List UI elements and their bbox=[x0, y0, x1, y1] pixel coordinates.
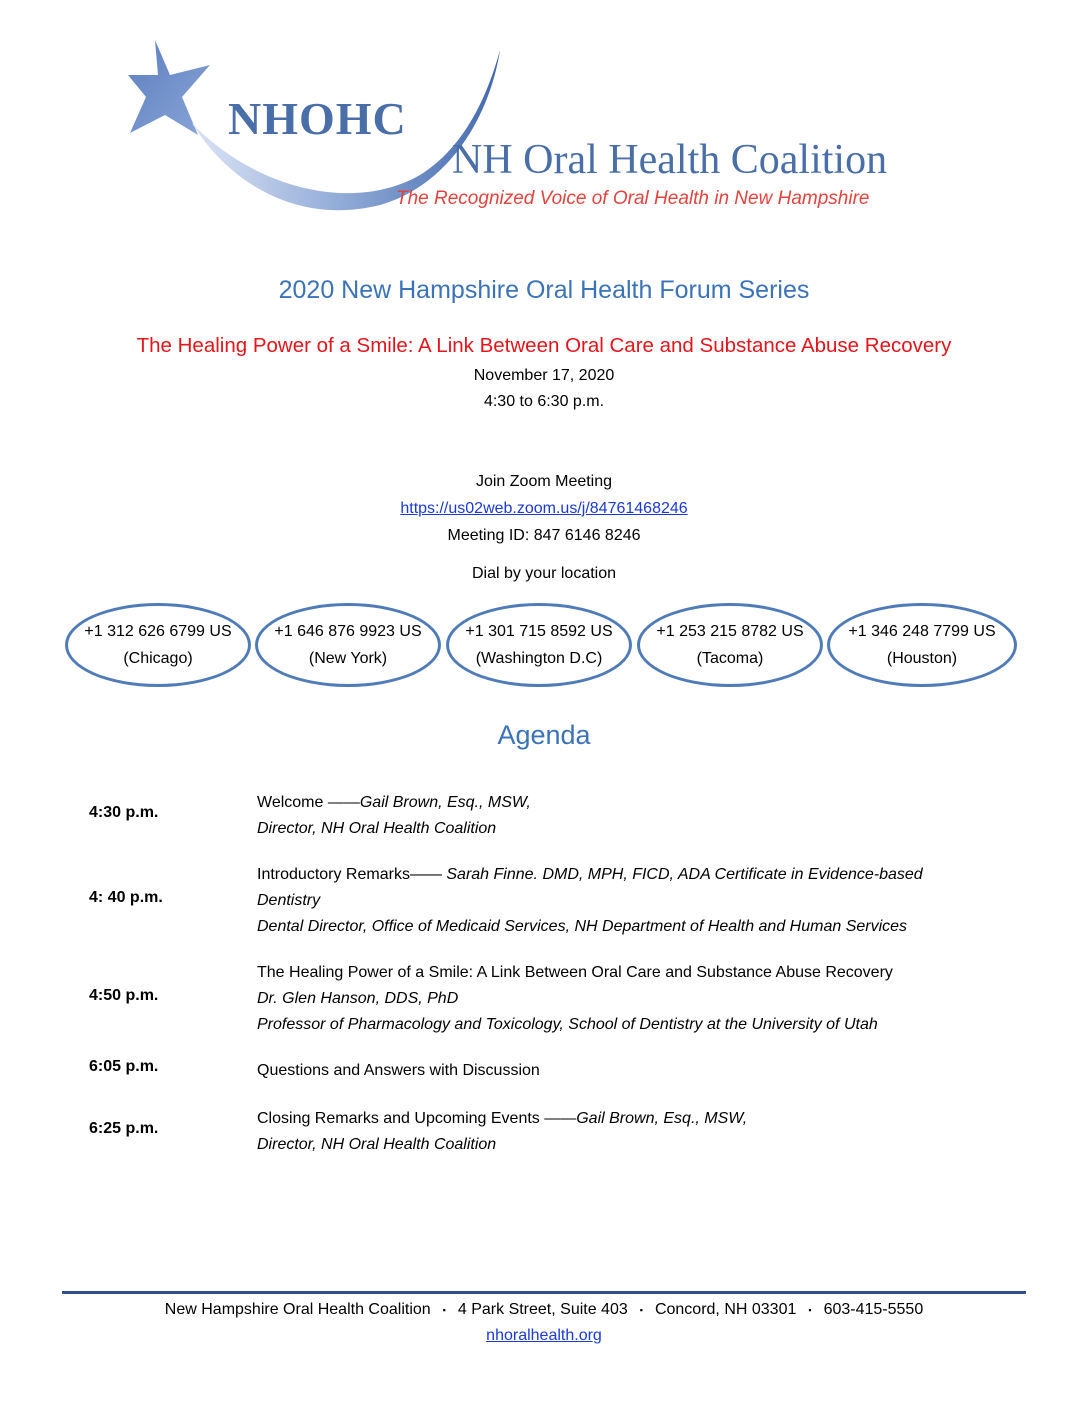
star-icon bbox=[128, 40, 210, 135]
agenda-item bbox=[257, 1106, 1017, 1158]
footer-website-link[interactable]: nhoralhealth.org bbox=[486, 1327, 602, 1344]
event-date: November 17, 2020 bbox=[473, 367, 615, 384]
agenda-item bbox=[257, 960, 1017, 1038]
agenda-title: The Healing Power of a Smile: A Link Between Oral Care and Substance Abuse Recovery bbox=[257, 964, 893, 981]
footer-org: New Hampshire Oral Health Coalition bbox=[164, 1301, 431, 1319]
footer-separator: ▪ bbox=[808, 1305, 812, 1315]
dial-bubble-tacoma bbox=[637, 603, 823, 687]
dial-bubble-washington bbox=[446, 603, 632, 687]
agenda-line bbox=[257, 862, 1017, 888]
agenda-dash: —— bbox=[409, 866, 442, 883]
agenda-role: Professor of Pharmacology and Toxicology, School of Dentistry at the University of Utah bbox=[257, 1016, 878, 1033]
agenda-speaker: Gail Brown, Esq., MSW, bbox=[576, 1110, 748, 1127]
dial-city: (Washington D.C) bbox=[475, 650, 603, 667]
zoom-link[interactable]: https://us02web.zoom.us/j/84761468246 bbox=[400, 500, 688, 517]
event-subtitle: The Healing Power of a Smile: A Link Between Oral Care and Substance Abuse Recovery bbox=[136, 334, 952, 357]
footer-contact bbox=[0, 1297, 1088, 1323]
agenda-item bbox=[257, 862, 1017, 940]
agenda-time: 4:50 p.m. bbox=[89, 987, 159, 1004]
dial-bubble-new-york bbox=[255, 603, 441, 687]
agenda-heading: Agenda bbox=[497, 720, 591, 750]
dial-number: +1 646 876 9923 US bbox=[274, 623, 422, 640]
agenda-time: 6:25 p.m. bbox=[89, 1120, 159, 1137]
event-time: 4:30 to 6:30 p.m. bbox=[483, 393, 605, 410]
agenda-title: Questions and Answers with Discussion bbox=[257, 1062, 540, 1079]
agenda-dash: —— bbox=[327, 794, 360, 811]
footer-address: 4 Park Street, Suite 403 bbox=[457, 1301, 628, 1319]
dial-number: +1 301 715 8592 US bbox=[465, 623, 613, 640]
zoom-link-row bbox=[0, 496, 1088, 522]
logo-tagline: The Recognized Voice of Oral Health in New Hampshire bbox=[396, 188, 870, 209]
agenda-item bbox=[257, 790, 1017, 842]
agenda-title: Introductory Remarks bbox=[257, 866, 410, 883]
zoom-meeting-id: Meeting ID: 847 6146 8246 bbox=[447, 527, 641, 544]
dial-bubble-chicago bbox=[65, 603, 251, 687]
agenda-dash: —— bbox=[544, 1110, 577, 1127]
dial-city: (Tacoma) bbox=[696, 650, 764, 667]
dial-city: (New York) bbox=[308, 650, 388, 667]
dial-number: +1 312 626 6799 US bbox=[84, 623, 232, 640]
zoom-join-label: Join Zoom Meeting bbox=[475, 473, 613, 490]
agenda-speaker: Sarah Finne. DMD, MPH, FICD, ADA Certificate in Evidence-based bbox=[441, 866, 923, 883]
dial-city: (Chicago) bbox=[123, 650, 193, 667]
footer-divider bbox=[62, 1291, 1026, 1294]
footer-phone: 603-415-5550 bbox=[823, 1301, 924, 1319]
agenda-speaker-cont: Dentistry bbox=[257, 892, 321, 909]
footer-separator: ▪ bbox=[639, 1305, 643, 1315]
dial-number: +1 253 215 8782 US bbox=[656, 623, 804, 640]
agenda-line bbox=[257, 1106, 1017, 1132]
agenda-time: 4:30 p.m. bbox=[89, 804, 159, 821]
agenda-time: 4: 40 p.m. bbox=[89, 889, 163, 906]
agenda-title: Welcome bbox=[257, 794, 328, 811]
logo-org-name: NH Oral Health Coalition bbox=[452, 137, 888, 183]
agenda-item bbox=[257, 1058, 1017, 1084]
dial-bubble-houston bbox=[827, 603, 1017, 687]
dial-city: (Houston) bbox=[886, 650, 958, 667]
agenda-time: 6:05 p.m. bbox=[89, 1058, 159, 1075]
dial-label: Dial by your location bbox=[471, 565, 617, 582]
agenda-line bbox=[257, 790, 1017, 816]
dial-number: +1 346 248 7799 US bbox=[848, 623, 996, 640]
agenda-role: Director, NH Oral Health Coalition bbox=[257, 1136, 497, 1153]
footer-separator: ▪ bbox=[442, 1305, 446, 1315]
agenda-role: Dental Director, Office of Medicaid Services, NH Department of Health and Human Services bbox=[257, 918, 908, 935]
page-title: 2020 New Hampshire Oral Health Forum Series bbox=[278, 276, 810, 304]
agenda-title: Closing Remarks and Upcoming Events bbox=[257, 1110, 545, 1127]
agenda-speaker: Dr. Glen Hanson, DDS, PhD bbox=[257, 990, 459, 1007]
footer-website-row bbox=[0, 1323, 1088, 1349]
agenda-role: Director, NH Oral Health Coalition bbox=[257, 820, 497, 837]
agenda-speaker: Gail Brown, Esq., MSW, bbox=[359, 794, 531, 811]
footer-city: Concord, NH 03301 bbox=[654, 1301, 797, 1319]
logo-acronym: NHOHC bbox=[228, 93, 407, 144]
